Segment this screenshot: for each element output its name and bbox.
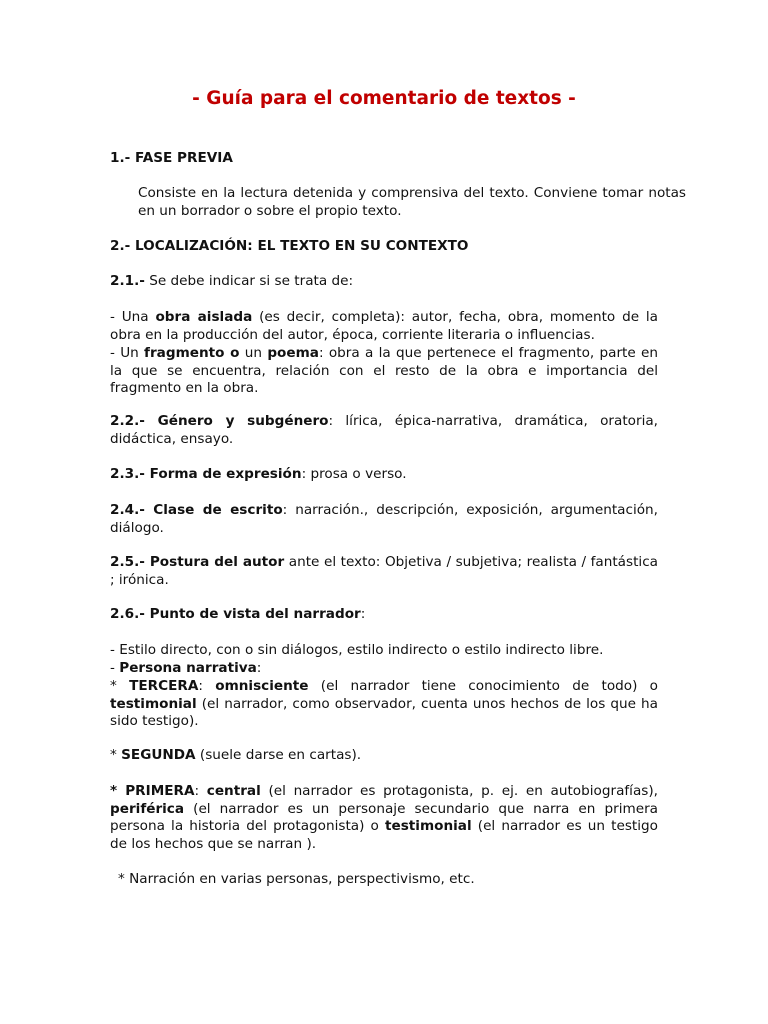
persona-narrativa-line: - Persona narrativa: xyxy=(110,660,262,676)
section-2-1-fragmento: - Un fragmento o un poema: obra a la que pertenece el fragmento, parte en la que se encuentra, relación con el resto de la obra e importancia del fragmento en la obra. xyxy=(110,345,658,397)
section-1-heading: 1.- FASE PREVIA xyxy=(110,150,233,166)
section-2-5: 2.5.- Postura del autor ante el texto: Objetiva / subjetiva; realista / fantástica ; irónica. xyxy=(110,554,658,588)
section-1-text: Consiste en la lectura detenida y comprensiva del texto. Conviene tomar notas en un borrador o sobre el propio texto. xyxy=(138,185,686,219)
section-2-1-intro: 2.1.- Se debe indicar si se trata de: xyxy=(110,273,354,289)
section-2-2: 2.2.- Género y subgénero: lírica, épica-narrativa, dramática, oratoria, didáctica, ensayo. xyxy=(110,413,659,447)
page-title: - Guía para el comentario de textos - xyxy=(192,88,576,109)
tercera-persona-item: * TERCERA: omnisciente (el narrador tiene conocimiento de todo) o testimonial (el narrador, como observador, cuenta unos hechos de los que ha sido testigo). xyxy=(110,678,658,730)
varias-personas-item: * Narración en varias personas, perspectivismo, etc. xyxy=(118,871,475,887)
segunda-persona-item: * SEGUNDA (suele darse en cartas). xyxy=(110,747,362,763)
section-2-4: 2.4.- Clase de escrito: narración., descripción, exposición, argumentación, diálogo. xyxy=(110,502,658,536)
section-2-1-obra-aislada: - Una obra aislada (es decir, completa): autor, fecha, obra, momento de la obra en la producción del autor, época, corriente literaria o influencias. xyxy=(110,309,658,343)
primera-persona-item: * PRIMERA: central (el narrador es protagonista, p. ej. en autobiografías), periférica (el narrador es un personaje secundario que narra en primera persona la historia del protagonista) o testimonial (el narrador es un testigo de los hechos que se narran ). xyxy=(110,783,658,852)
section-2-3: 2.3.- Forma de expresión: prosa o verso. xyxy=(110,466,407,482)
section-2-heading: 2.- LOCALIZACIÓN: EL TEXTO EN SU CONTEXTO xyxy=(110,238,469,254)
estilo-line: - Estilo directo, con o sin diálogos, estilo indirecto o estilo indirecto libre. xyxy=(110,642,604,658)
section-2-6-heading: 2.6.- Punto de vista del narrador: xyxy=(110,606,366,622)
